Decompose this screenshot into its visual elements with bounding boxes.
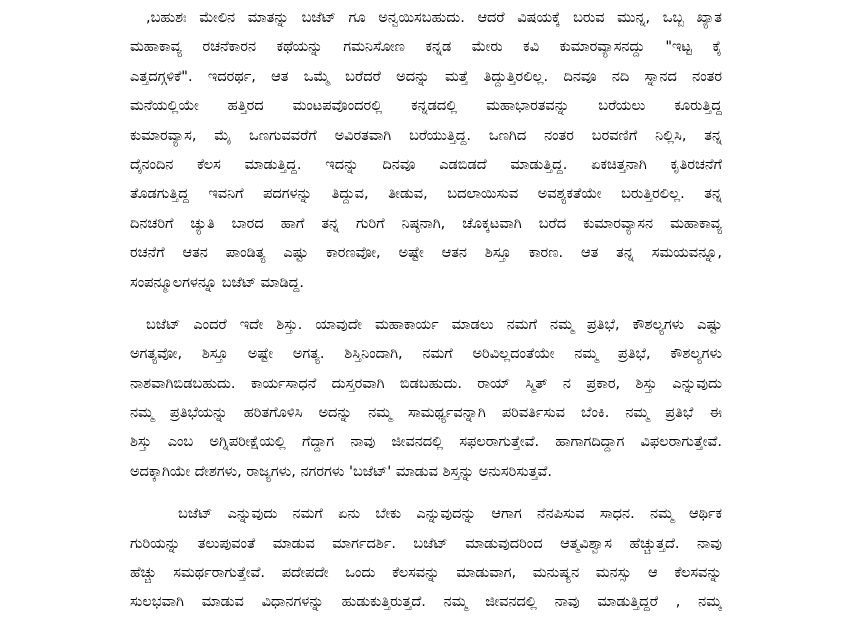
text-line: ಹೆಚ್ಚು ಸಮರ್ಥರಾಗುತ್ತೇವೆ. ಪದೇಪದೇ ಒಂದು ಕೆಲಸವನ್ನು ಮಾಡುವಾಗ, ಮನುಷ್ಯನ ಮನಸ್ಸು ಆ ಕೆಲಸವನ್ನು (130, 565, 722, 582)
text-line: ಎತ್ತದಗ್ಗಳಿಕೆ". ಇದರರ್ಥ, ಆತ ಒಮ್ಮೆ ಬರೆದರೆ ಅದನ್ನು ಮತ್ತೆ ತಿದ್ದುತ್ತಿರಲಿಲ್ಲ. ದಿನವೂ ನದಿ ಸ್ನಾನದ ನಂತರ (130, 68, 722, 85)
text-line: ಬಜೆಟ್ ಎಂದರೆ ಇದೇ ಶಿಸ್ತು. ಯಾವುದೇ ಮಹಾಕಾರ್ಯ ಮಾಡಲು ನಮಗೆ ನಮ್ಮ ಪ್ರತಿಭೆ, ಕೌಶಲ್ಯಗಳು ಎಷ್ಟು (146, 316, 722, 333)
text-line: ಮಹಾಕಾವ್ಯ ರಚನೆಕಾರನ ಕಥೆಯನ್ನು ಗಮನಿಸೋಣ ಕನ್ನಡ ಮೇರು ಕವಿ ಕುಮಾರವ್ಯಾಸನದ್ದು "ಇಟ್ಟ ಕೈ (130, 39, 722, 56)
paragraph-spacer (130, 487, 722, 500)
text-line: ಬಜೆಟ್ ಎನ್ನುವುದು ನಮಗೆ ಏನು ಬೇಕು ಎನ್ನುವುದನ್ನು ಆಗಾಗ ನೆನಪಿಸುವ ಸಾಧನ. ನಮ್ಮ ಆರ್ಥಿಕ (178, 506, 722, 523)
text-line: ರಚನೆಗೆ ಆತನ ಪಾಂಡಿತ್ಯ ಎಷ್ಟು ಕಾರಣವೋ, ಅಷ್ಟೇ ಆತನ ಶಿಸ್ತೂ ಕಾರಣ. ಆತ ತನ್ನ ಸಮಯವನ್ನೂ, (130, 245, 722, 262)
text-line: ಅದಕ್ಕಾಗಿಯೇ ದೇಶಗಳು, ರಾಜ್ಯಗಳು, ನಗರಗಳು 'ಬಜೆಟ್' ಮಾಡುವ ಶಿಸ್ತನ್ನು ಅನುಸರಿಸುತ್ತವೆ. (130, 463, 552, 480)
text-line: ದೈನಂದಿನ ಕೆಲಸ ಮಾಡುತ್ತಿದ್ದ. ಇದನ್ನು ದಿನವೂ ಎಡಬಿಡದೆ ಮಾಡುತ್ತಿದ್ದ. ಏಕಚಿತ್ತನಾಗಿ ಕೃತಿರಚನೆಗೆ (130, 156, 722, 173)
paragraph-2 (130, 311, 722, 487)
text-line: ನಾಶವಾಗಿಬಿಡಬಹುದು. ಕಾರ್ಯಸಾಧನೆ ದುಸ್ತರವಾಗಿ ಬಿಡಬಹುದು. ರಾಯ್ ಸ್ಮಿತ್ ನ ಪ್ರಕಾರ, ಶಿಸ್ತು ಎನ್ನುವುದು (130, 375, 722, 392)
text-line: ಅಗತ್ಯವೋ, ಶಿಸ್ತೂ ಅಷ್ಟೇ ಅಗತ್ಯ. ಶಿಸ್ತಿನಿಂದಾಗಿ, ನಮಗೆ ಅರಿವಿಲ್ಲದಂತೆಯೇ ನಮ್ಮ ಪ್ರತಿಭೆ, ಕೌಶಲ್ಯಗಳು (130, 346, 722, 363)
text-line: ತೊಡಗುತ್ತಿದ್ದ ಇವನಿಗೆ ಪದಗಳನ್ನು ತಿದ್ದುವ, ತೀಡುವ, ಬದಲಾಯಿಸುವ ಅವಶ್ಯಕತೆಯೇ ಬರುತ್ತಿರಲಿಲ್ಲ. ತನ್ನ (130, 186, 722, 203)
text-line: ,ಬಹುಶಃ ಮೇಲಿನ ಮಾತನ್ನು ಬಜೆಟ್ ಗೂ ಅನ್ವಯಿಸಬಹುದು. ಆದರೆ ವಿಷಯಕ್ಕೆ ಬರುವ ಮುನ್ನ, ಒಬ್ಬ ಖ್ಯಾತ (146, 10, 722, 26)
text-line: ನಮ್ಮ ಪ್ರತಿಭೆಯನ್ನು ಹರಿತಗೊಳಿಸಿ ಅದನ್ನು ನಮ್ಮ ಸಾಮರ್ಥ್ಯವನ್ನಾಗಿ ಪರಿವರ್ತಿಸುವ ಬೆಂಕಿ. ನಮ್ಮ ಪ್ರತಿಭೆ ಈ (130, 405, 722, 422)
paragraph-3 (130, 500, 722, 618)
paragraph-spacer (130, 298, 722, 311)
paragraph-1 (130, 4, 722, 298)
text-column (130, 4, 722, 618)
text-line: ಮನೆಯಲ್ಲಿಯೇ ಹತ್ತಿರದ ಮಂಟಪವೊಂದರಲ್ಲಿ ಕನ್ನಡದಲ್ಲಿ ಮಹಾಭಾರತವನ್ನು ಬರೆಯಲು ಕೂರುತ್ತಿದ್ದ (130, 98, 722, 115)
text-line: ದಿನಚರಿಗೆ ಚ್ಯುತಿ ಬಾರದ ಹಾಗೆ ತನ್ನ ಗುರಿಗೆ ನಿಷ್ಠನಾಗಿ, ಚೊಕ್ಕಟವಾಗಿ ಬರೆದ ಕುಮಾರವ್ಯಾಸನ ಮಹಾಕಾವ್ಯ (130, 215, 722, 232)
text-line: ಸುಲಭವಾಗಿ ಮಾಡುವ ವಿಧಾನಗಳನ್ನು ಹುಡುಕುತ್ತಿರುತ್ತದೆ. ನಮ್ಮ ಜೀವನದಲ್ಲಿ ನಾವು ಮಾಡುತ್ತಿದ್ದರೆ , ನಮ್ಮ (130, 594, 722, 611)
text-line: ಕುಮಾರವ್ಯಾಸ, ಮೈ ಒಣಗುವವರೆಗೆ ಅವಿರತವಾಗಿ ಬರೆಯುತ್ತಿದ್ದ. ಒಣಗಿದ ನಂತರ ಬರವಣಿಗೆ ನಿಲ್ಲಿಸಿ, ತನ್ನ (130, 127, 722, 144)
text-line: ಶಿಸ್ತು ಎಂಬ ಅಗ್ನಿಪರೀಕ್ಷೆಯಲ್ಲಿ ಗೆದ್ದಾಗ ನಾವು ಜೀವನದಲ್ಲಿ ಸಫಲರಾಗುತ್ತೇವೆ. ಹಾಗಾಗದಿದ್ದಾಗ ವಿಫಲರಾಗುತ್ತೇವೆ. (130, 434, 722, 451)
text-line: ಗುರಿಯನ್ನು ತಲುಪುವಂತೆ ಮಾಡುವ ಮಾರ್ಗದರ್ಶಿ. ಬಜೆಟ್ ಮಾಡುವುದರಿಂದ ಆತ್ಮವಿಶ್ವಾಸ ಹೆಚ್ಚುತ್ತದೆ. ನಾವು (130, 535, 722, 552)
text-line: ಸಂಪನ್ಮೂಲಗಳನ್ನೂ ಬಜೆಟ್ ಮಾಡಿದ್ದ. (130, 274, 304, 291)
